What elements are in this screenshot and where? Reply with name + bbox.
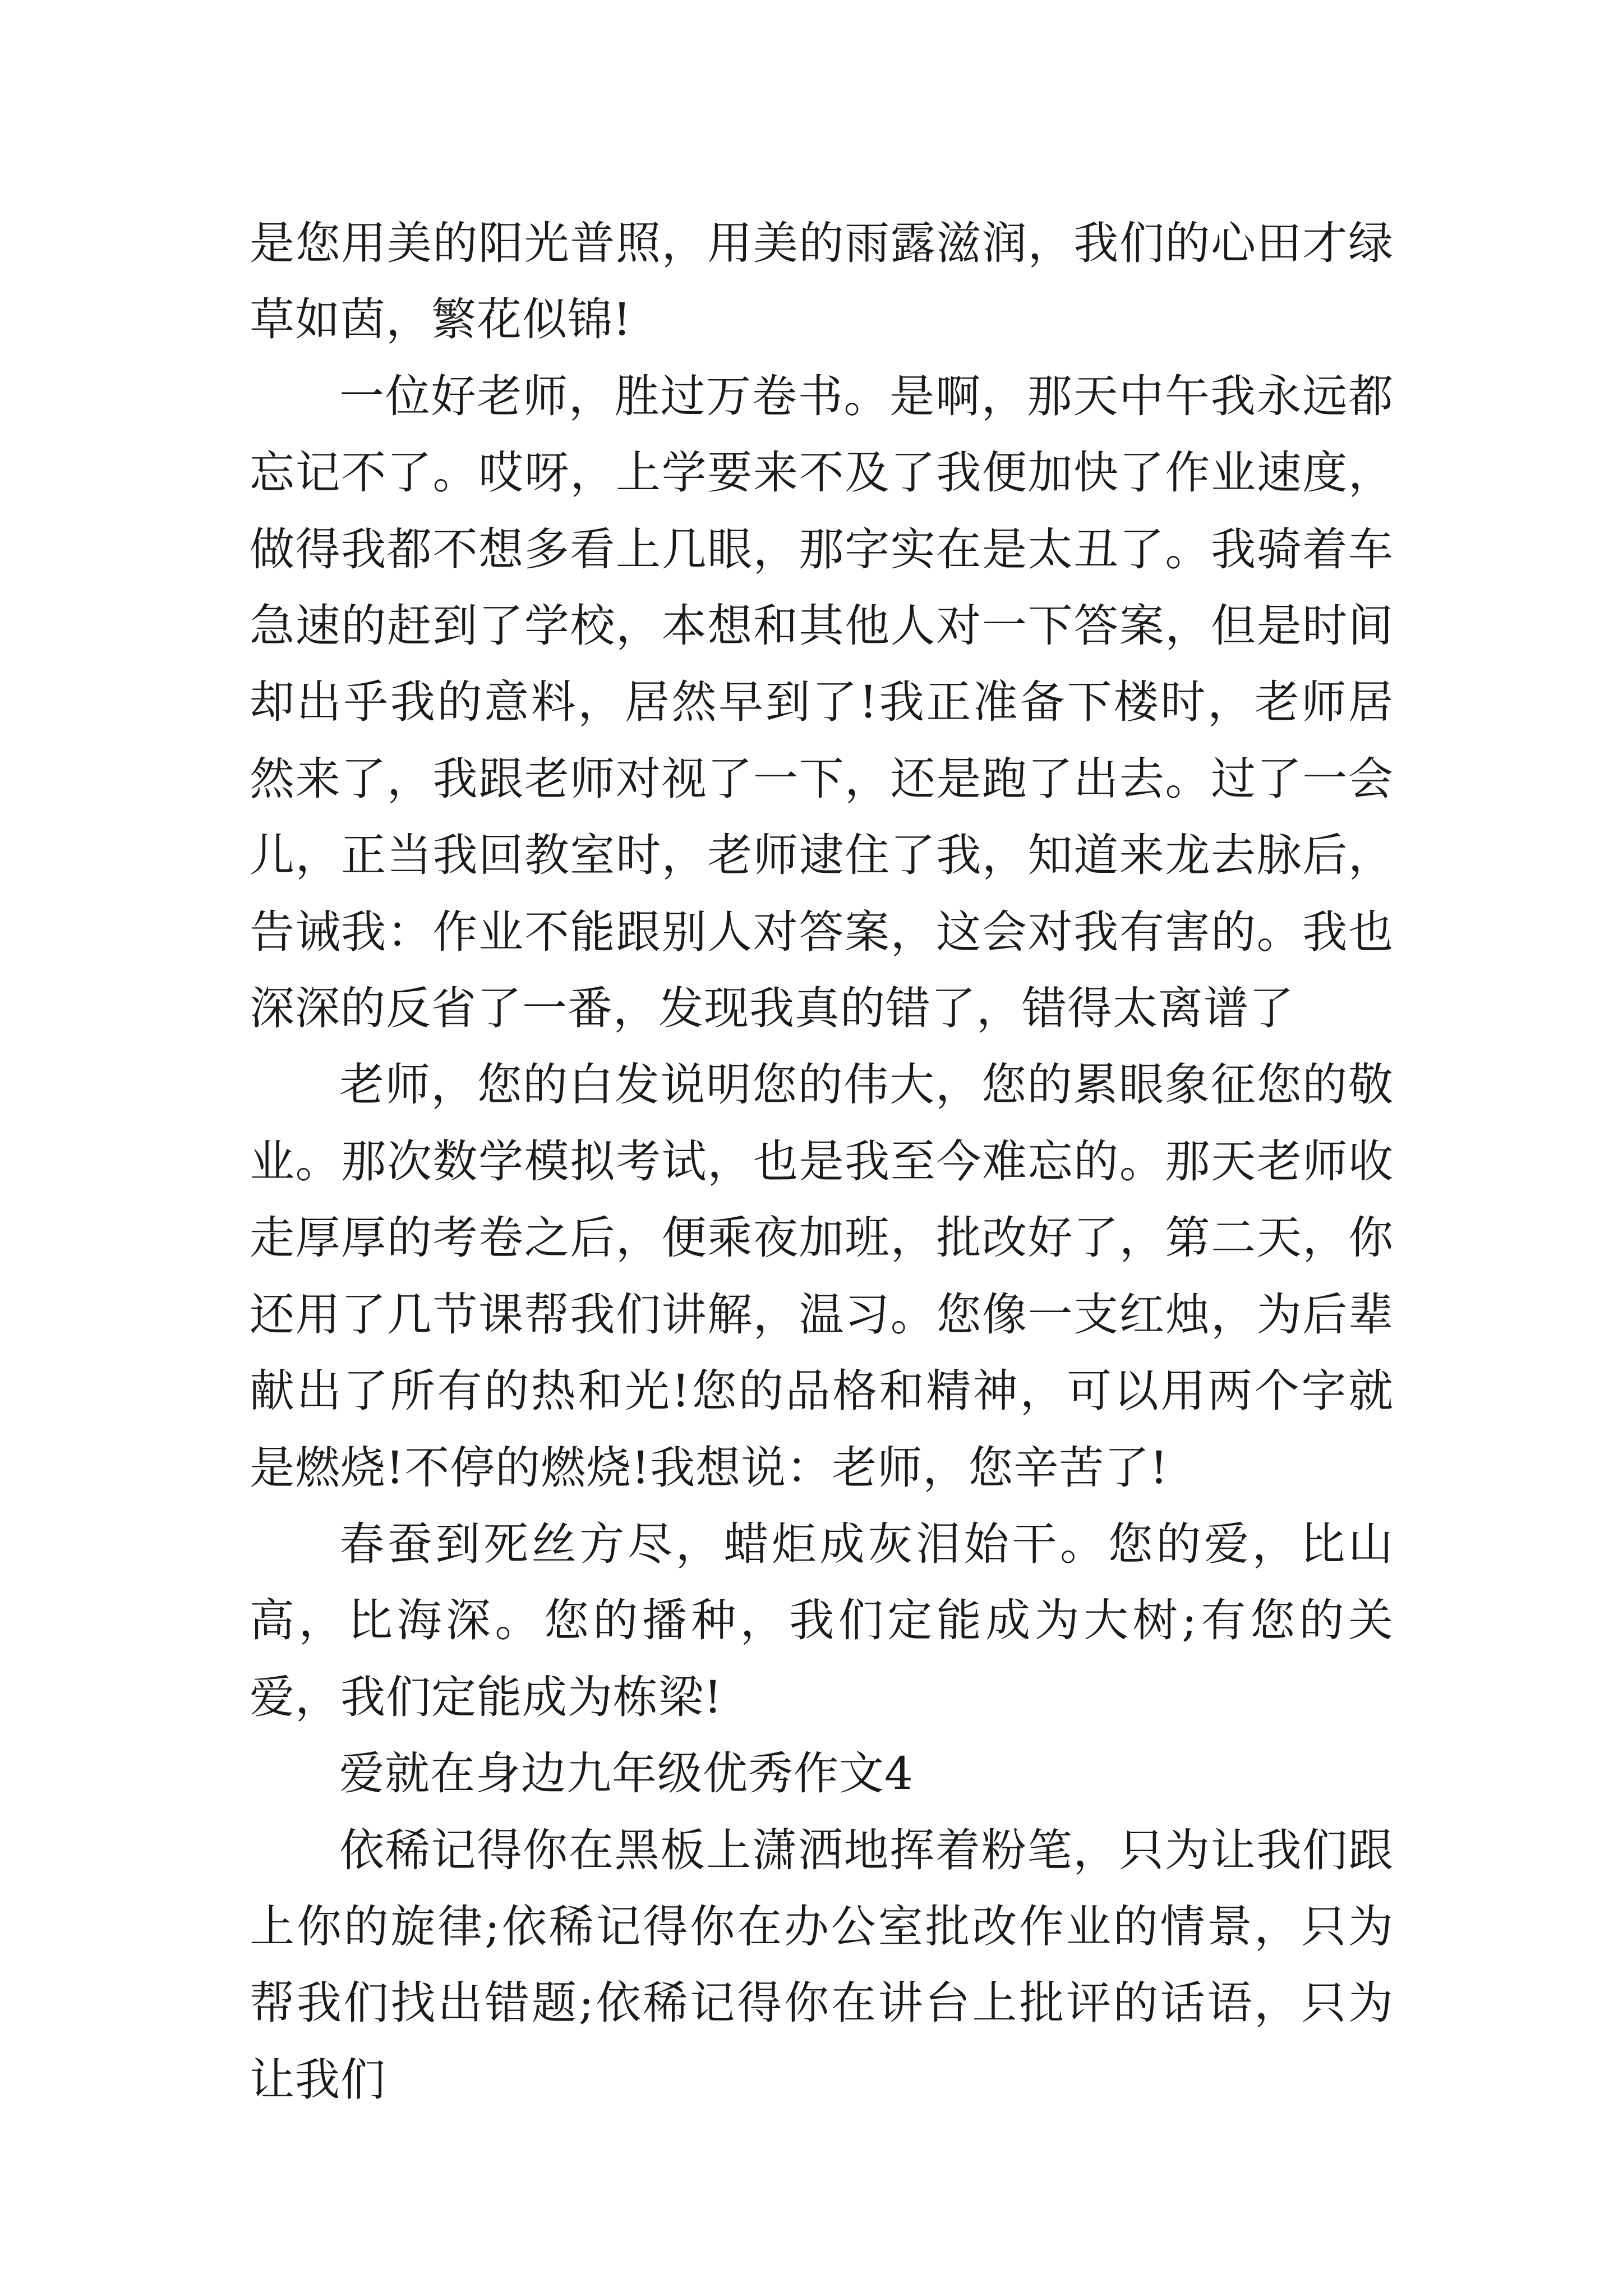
section-heading: 爱就在身边九年级优秀作文4 — [339, 1747, 914, 1800]
paragraph: 老师，您的白发说明您的伟大，您的累眼象征您的敬业。那次数学模拟考试，也是我至今难忘的。那天老师收走厚厚的考卷之后，便乘夜加班，批改好了，第二天，你还用了几节课帮我们讲解，温习。您像一支红烛，为后辈献出了所有的热和光!您的品格和精神，可以用两个字就是燃烧!不停的燃烧!我想说：老师，您辛苦了! — [250, 1059, 1394, 1494]
document-body — [250, 205, 1394, 2118]
paragraph: 一位好老师，胜过万卷书。是啊，那天中午我永远都忘记不了。哎呀，上学要来不及了我便加快了作业速度，做得我都不想多看上几眼，那字实在是太丑了。我骑着车急速的赶到了学校，本想和其他人对一下答案，但是时间却出乎我的意料，居然早到了!我正准备下楼时，老师居然来了，我跟老师对视了一下，还是跑了出去。过了一会儿，正当我回教室时，老师逮住了我，知道来龙去脉后，告诫我：作业不能跟别人对答案，这会对我有害的。我也深深的反省了一番，发现我真的错了，错得太离谱了 — [250, 370, 1394, 1035]
paragraph: 是您用美的阳光普照，用美的雨露滋润，我们的心田才绿草如茵，繁花似锦! — [250, 217, 1394, 346]
paragraph: 依稀记得你在黑板上潇洒地挥着粉笔，只为让我们跟上你的旋律;依稀记得你在办公室批改作业的情景，只为帮我们找出错题;依稀记得你在讲台上批评的话语，只为让我们 — [250, 1824, 1394, 2106]
paragraph: 春蚕到死丝方尽，蜡炬成灰泪始干。您的爱，比山高，比海深。您的播种，我们定能成为大树;有您的关爱，我们定能成为栋梁! — [250, 1517, 1394, 1723]
